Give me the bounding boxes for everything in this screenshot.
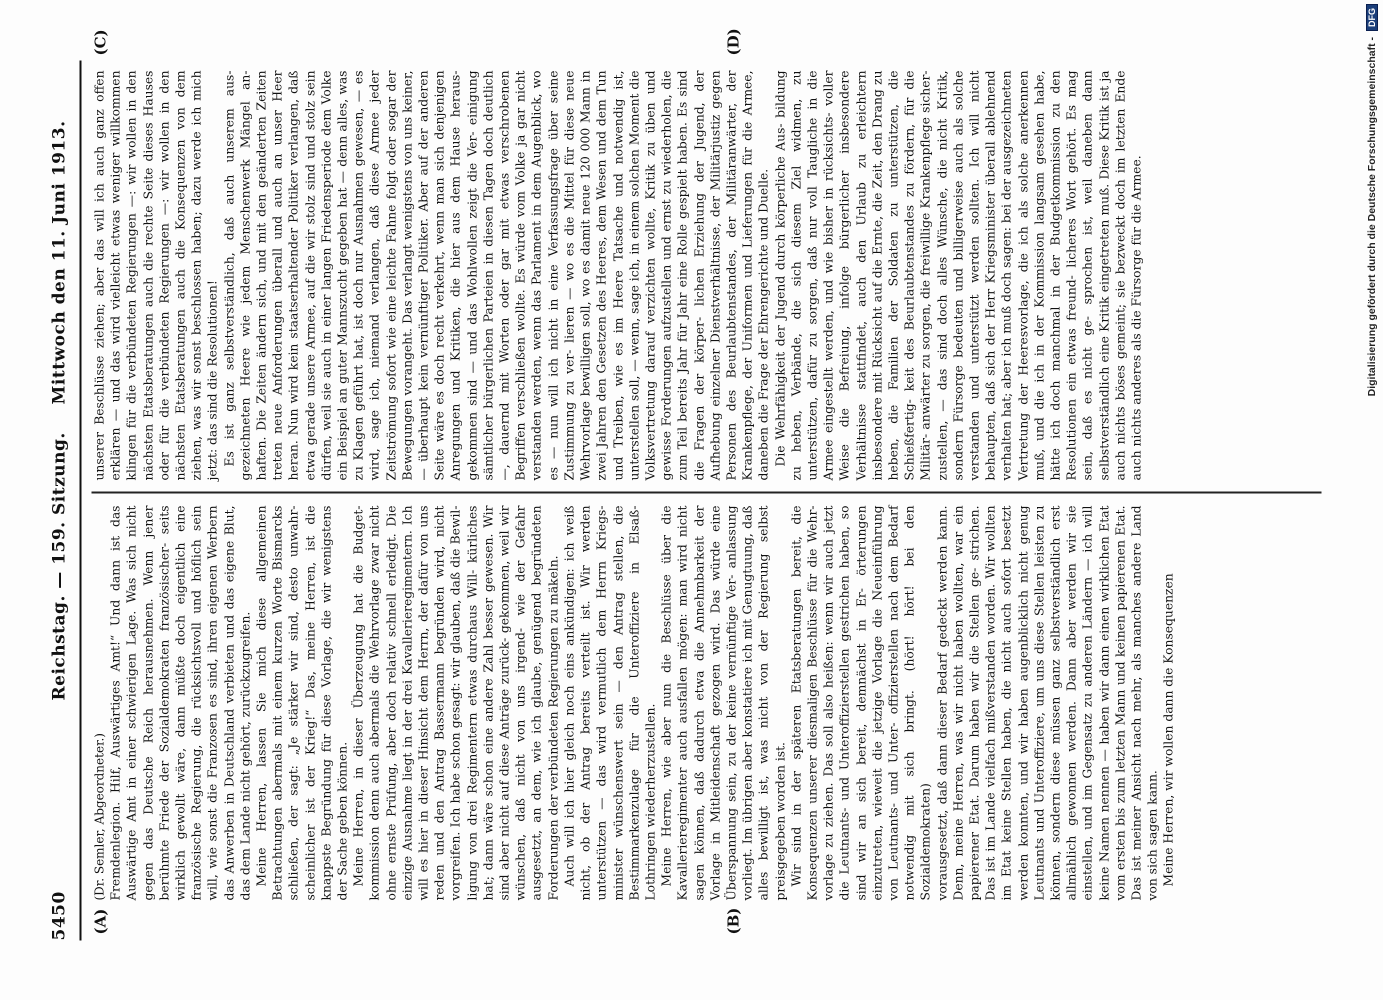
dfg-notice-text — [1366, 4, 1378, 604]
paragraph: Auch will ich hier gleich noch eins ankündigen: ich weiß nicht, ob der Antrag bereits verteilt ist. Wir werden unterstützen — das wird vermutlich dem Herrn Kriegs- minister wünschenswert sein — den Antrag stellen, die Bestimmarkenzulage für die Unteroffiziere in Elsaß- Lothringen wiederherzustellen. — [562, 505, 658, 901]
paragraph: Wir sind in der späteren Etatsberatungen bereit, die Konsequenzen unserer diesmaligen Beschlüsse für die Wehr- vorlage zu ziehen. Das soll also heißen: wenn wir auch jetzt die Leutnants- und Unteroffizierstellen gestrichen haben, so sind wir an sich bereit, demnächst in Er- örterungen einzutreten, wieweit die jetzige Vorlage die Neueinführung von Leutnants- und Unter- offizierstellen nach dem Bedarf notwendig mit sich bringt. (hört! hört! bei den Sozialdemokraten) — [789, 505, 933, 901]
dfg-logo: DFG — [1366, 4, 1378, 31]
paragraph: Meine Herren, wir wollen dann die Konsequenzen — [1161, 573, 1176, 887]
speaker-line: (Dr. Semler, Abgeordneter.) — [92, 733, 107, 901]
dfg-funding-text: Digitalisierung gefördert durch die Deutsche Forschungsgemeinschaft - — [1366, 37, 1378, 397]
right-column — [92, 71, 1145, 481]
header-rule — [80, 61, 82, 941]
margin-mark-a: (A) — [91, 908, 110, 935]
paragraph: Fremdenlegion. Hilf, Auswärtiges Amt!“ Und dann ist das Auswärtige Amt in einer schwierigen Lage. Was sich nicht gegen das Deutsche Reich herausnehmen. Wenn jener berühmte Friede der Sozialdemokraten französischer- seits wirklich gewollt wäre, dann müßte doch eigentlich eine französische Regierung, die rücksichtsvoll und höflich sein will, wie sonst die Franzosen es sind, ihren eigenen Werbern das Anwerben in Deutschland verbieten und das eigene Blut, das dem Lande nicht gehört, zurückzugreifen. — [108, 505, 253, 901]
margin-mark-d: (D) — [724, 28, 743, 56]
paragraph: Es ist ganz selbstverständlich, daß auch unserem aus- gezeichneten Heere wie jedem Menschenwerk Mängel an- haften. Die Zeiten ändern sich, und mit den geänderten Zeiten treten neue Anforderungen überall und auch an unser Heer heran. Nun wird kein staatserhaltender Politiker verlangen, daß etwa gerade unsere Armee, auf die wir stolz sind und stolz sein dürfen, weil sie auch in einer langen Friedensperiode dem Volke ein Beispiel an guter Mannszucht gegeben hat — denn alles, was zu Klagen geführt hat, ist doch nur Ausnahmen gewesen, — es wird, sage ich, niemand verlangen, daß diese Armee jeder Zeitströmung sofort wie eine leichte Fahne folgt oder sogar der Bewegungen vorangeht. Das verlangt wenigstens von uns keiner, — überhaupt kein vernünftiger Politiker. Aber auf der anderen Seite wäre es doch recht verkehrt, wenn man sich denjenigen Anregungen und Kritiken, die hier aus dem Hause heraus- gekommen sind — und das Wohlwollen zeigt die Ver- einigung sämtlicher bürgerlichen Parteien in diesen Tagen doch deutlich —, dauernd mit Worten oder gar mit etwas verschrobenen Begriffen verschließen wollte. Es würde vom Volke ja gar nicht verstanden werden, wenn das Parlament in dem Augenblick, wo es — nun will ich nicht in eine Verfassungsfrage über seine Zustimmung zu ver- lieren — wo es die Mittel für diese neue Wehrvorlage bewilligen soll, wo es damit neue 120 000 Mann in zwei Jahren den Gesetzen des Heeres, dem Wesen und dem Tun und Treiben, wie es im Heere Tatsache und notwendig ist, unterstellen soll, — wenn, sage ich, in einem solchen Moment die Volksvertretung darauf verzichten wollte, Kritik zu üben und gewisse Forderungen aufzustellen und ernst zu wiederholen, die zum Teil bereits Jahr für Jahr eine Rolle gespielt haben. Es sind die Fragen der körper- lichen Erziehung der Jugend, der Aufhebung einzelner Dienstverhältnisse, der Militärjustiz gegen Personen des Beurlaubtenstandes, der Militäranwärter, der Krankenpflege, der Uniformen und Lieferungen für die Armee, daneben die Frage der Ehrengerichte und Duelle. — [222, 70, 771, 481]
column-divider — [92, 492, 1322, 494]
paragraph: Meine Herren, in dieser Überzeugung hat die Budget- kommission denn auch abermals die Wehrvorlage zwar nicht ohne ernste Prüfung, aber doch relativ schnell erledigt. Die einzige Ausnahme liegt in der drei Kavallerieregimentern. Ich will es hier in dieser Hinsicht dem Herrn, der dafür von uns reden und den Antrag Bassermann begründen wird, nicht vorgreifen. Ich habe schon gesagt: wir glauben, daß die Bewil- ligung von drei Regimentern etwas durchaus Will- kürliches hat; dann wäre schon eine andere Zahl besser gewesen. Wir sind aber nicht auf diese Anträge zurück- gekommen, weil wir wünschen, daß nicht von uns irgend- wie der Gefahr ausgesetzt, an dem, wie ich glaube, genügend begründeten Forderungen der verbündeten Regierungen zu mäkeln. — [351, 505, 561, 901]
margin-mark-b: (B) — [724, 907, 743, 935]
paragraph: unserer Beschlüsse ziehen; aber das will ich auch ganz offen erklären — und das wird vielleicht etwas weniger willkommen klingen für die verbündeten Regierungen —: wir wollen in den nächsten Etatsberatungen auch die rechte Seite dieses Hauses oder für die verbündeten Regierungen —: wir wollen in den nächsten Etatsberatungen auch die Konsequenzen von dem ziehen, was wir sonst beschlossen haben; dazu werde ich mich jetzt: das sind die Resolutionen! — [92, 70, 220, 481]
dfg-notice — [1366, 4, 1383, 604]
rotated-sheet — [0, 1, 1383, 1001]
page-header — [50, 61, 76, 941]
paragraph: Die Wehrfähigkeit der Jugend durch körperliche Aus- bildung zu heben, Verbände, die sich diesem Ziel widmen, zu unterstützen, dafür zu sorgen, daß nur voll Taugliche in die Armee eingestellt werden, und wie bisher in rücksichts- voller Weise die Befreiung, infolge bürgerlicher insbesondere Verhältnisse stattfindet, auch den Urlaub zu erleichtern insbesondere mit Rücksicht auf die Ernte, die Zeit, den Drang zu heben, die Familien der Soldaten zu unterstützen, die Schießfertig- keit des Beurlaubtenstandes zu fördern, für die Militär- anwärter zu sorgen, die freiwillige Krankenpflege sicher- zustellen, — das sind doch alles Wünsche, die nicht Kritik, sondern Fürsorge bedeuten und billigerweise auch als solche verstanden und unterstützt werden sollten. Ich will nicht behaupten, daß sich der Herr Kriegsminister überall ablehnend verhalten hat; aber ich muß doch sagen: bei der ausgezeichneten Vertretung der Heeresvorlage, die ich als solche anerkennen muß, und die ich in der Kommission langsam gesehen habe, hätte ich doch manchmal in der Budgetkommission zu den Resolutionen ein etwas freund- licheres Wort gehört. Es mag sein, daß es nicht ge- sprochen ist, weil daneben dann selbstverständlich eine Kritik eingetreten muß. Diese Kritik ist ja auch nichts böses gemeint; sie bezweckt doch im letzten Ende auch nichts anderes als die Fürsorge für die Armee. — [773, 70, 1144, 481]
paragraph: vorausgesetzt, daß dann dieser Bedarf gedeckt werden kann. Denn, meine Herren, was wir nicht haben wollten, war ein papierener Etat. Darum haben wir die Stellen ge- strichen. Das ist im Lande vielfach mißverstanden worden. Wir wollten im Etat keine Stellen haben, die nicht auch sofort besetzt werden konnten, und wir haben augenblicklich nicht genug Leutnants und Unteroffiziere, um uns diese Stellen leisten zu können, sondern diese müssen ganz selbstverständlich erst allmählich gewonnen werden. Dann aber werden wir sie einstellen, und im Gegensatz zu anderen Ländern — ich will keine Namen nennen — haben wir dann einen wirklichen Etat vom ersten bis zum letzten Mann und keinen papierenen Etat. Das ist meiner Ansicht nach mehr, als manches andere Land von sich sagen kann. — [935, 505, 1160, 901]
page-number: 5450 — [49, 891, 70, 941]
paragraph: Meine Herren, lassen Sie mich diese allgemeinen Betrachtungen abermals mit einem kurzen Worte Bismarcks schließen, der sagt: „Je stärker wir sind, desto unwahr- scheinlicher ist der Krieg!“ Das, meine Herren, ist die knappste Begründung für diese Vorlage, die wir wenigstens der Sache geben können. — [254, 505, 350, 901]
session-title: Reichstag. — 159. Sitzung. — [49, 432, 70, 701]
margin-mark-c: (C) — [91, 29, 110, 56]
paragraph: Meine Herren, wie aber nun die Beschlüsse über die Kavallerieregimenter auch ausfallen mögen: man wird nicht sagen können, daß dadurch etwa die Annehmbarkeit der Vorlage in Mitleidenschaft gezogen wird. Das würde eine Überspannung sein, zu der keine vernünftige Ver- anlassung vorliegt. Im übrigen aber konstatiere ich mit Genugtuung, daß alles bewilligt ist, was nicht von der Regierung selbst preisgegeben worden ist. — [659, 505, 788, 901]
session-date: Mittwoch den 11. Juni 1913. — [49, 120, 70, 405]
left-column — [92, 506, 1178, 901]
